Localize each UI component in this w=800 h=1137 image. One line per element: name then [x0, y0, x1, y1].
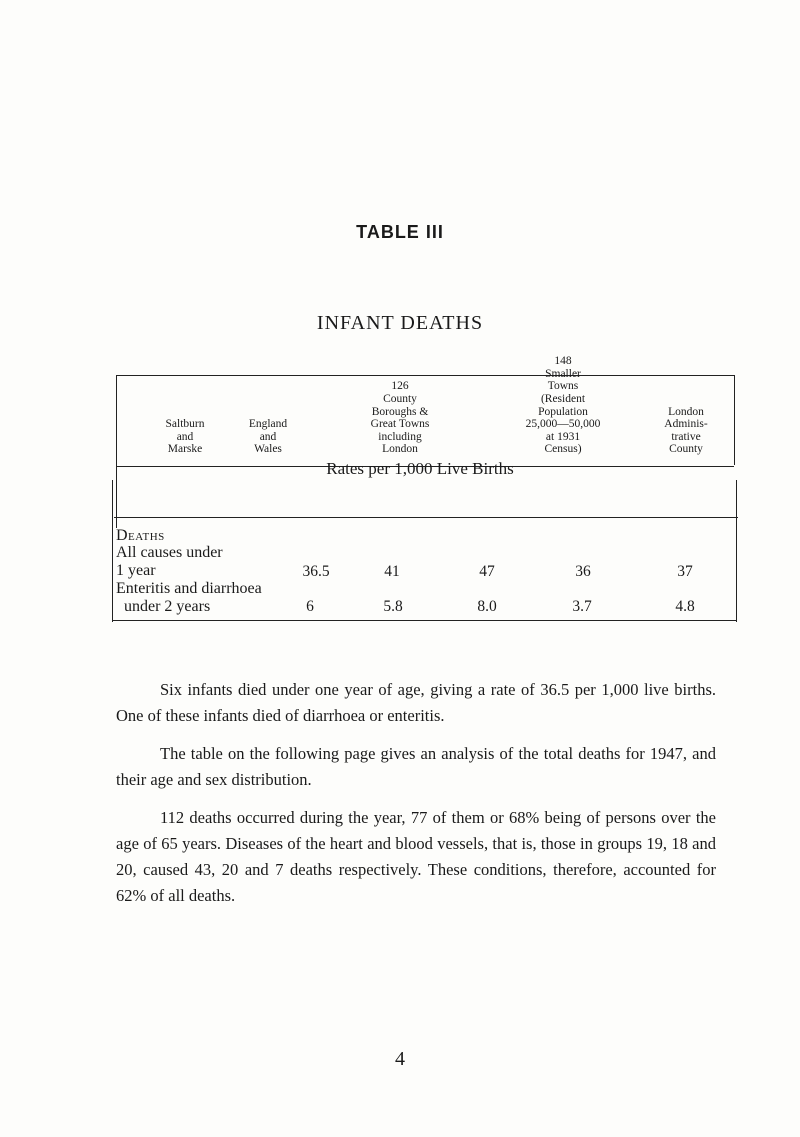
paragraph-following-table: The table on the following page gives an analysis of the total deaths for 1947, and their age and sex distribution.	[116, 744, 716, 789]
section-label-deaths: Deaths	[116, 527, 165, 544]
cell-enteritis-london: 4.8	[675, 598, 695, 615]
rates-bottom-rule	[114, 517, 738, 518]
table-right-rule-body	[736, 480, 737, 622]
column-header-smaller-towns: 148 Smaller Towns (Resident Population 25,000—50,000 at 1931 Census)	[525, 355, 601, 456]
cell-enteritis-smaller-towns: 3.7	[572, 598, 592, 615]
body-text	[116, 677, 716, 909]
cell-all-causes-england: 41	[384, 563, 400, 580]
rates-label: Rates per 1,000 Live Births	[326, 459, 514, 478]
column-header-county-boroughs: 126 County Boroughs & Great Towns including London	[370, 380, 430, 456]
column-header-saltburn: Saltburn and Marske	[165, 418, 205, 456]
row-label-enteritis-line2: under 2 years	[124, 598, 211, 615]
row-label-enteritis-line1: Enteritis and diarrhoea	[116, 580, 262, 597]
cell-all-causes-county-boroughs: 47	[479, 563, 495, 580]
table-top-rule	[116, 375, 734, 376]
page-number: 4	[395, 1048, 405, 1070]
table-left-rule-head	[116, 375, 117, 528]
table-title: INFANT DEATHS	[316, 312, 484, 334]
cell-all-causes-london: 37	[677, 563, 693, 580]
cell-enteritis-england: 5.8	[383, 598, 403, 615]
table-bottom-rule	[112, 620, 736, 621]
cell-all-causes-smaller-towns: 36	[575, 563, 591, 580]
row-label-all-causes-line2: 1 year	[116, 562, 156, 579]
table-right-rule-head	[734, 375, 735, 465]
cell-all-causes-saltburn: 36.5	[302, 563, 330, 580]
paragraph-infant-deaths: Six infants died under one year of age, giving a rate of 36.5 per 1,000 live births. One of these infants died of diarrhoea or enteritis.	[116, 680, 716, 725]
table-left-rule-body	[112, 480, 113, 622]
paragraph-deaths-analysis: 112 deaths occurred during the year, 77 of them or 68% being of persons over the age of 65 years. Diseases of the heart and blood vessels, that is, those in groups 19, 18 and 20, caused 43, 20 and 7 deaths respectively. These conditions, therefore, accounted for 62% of all deaths.	[116, 808, 716, 905]
table-label: TABLE III	[356, 222, 444, 242]
row-label-all-causes-line1: All causes under	[116, 544, 223, 561]
cell-enteritis-saltburn: 6	[306, 598, 314, 615]
column-header-london: London Adminis- trative County	[664, 405, 708, 456]
column-header-england-wales: England and Wales	[248, 418, 288, 456]
cell-enteritis-county-boroughs: 8.0	[477, 598, 497, 615]
